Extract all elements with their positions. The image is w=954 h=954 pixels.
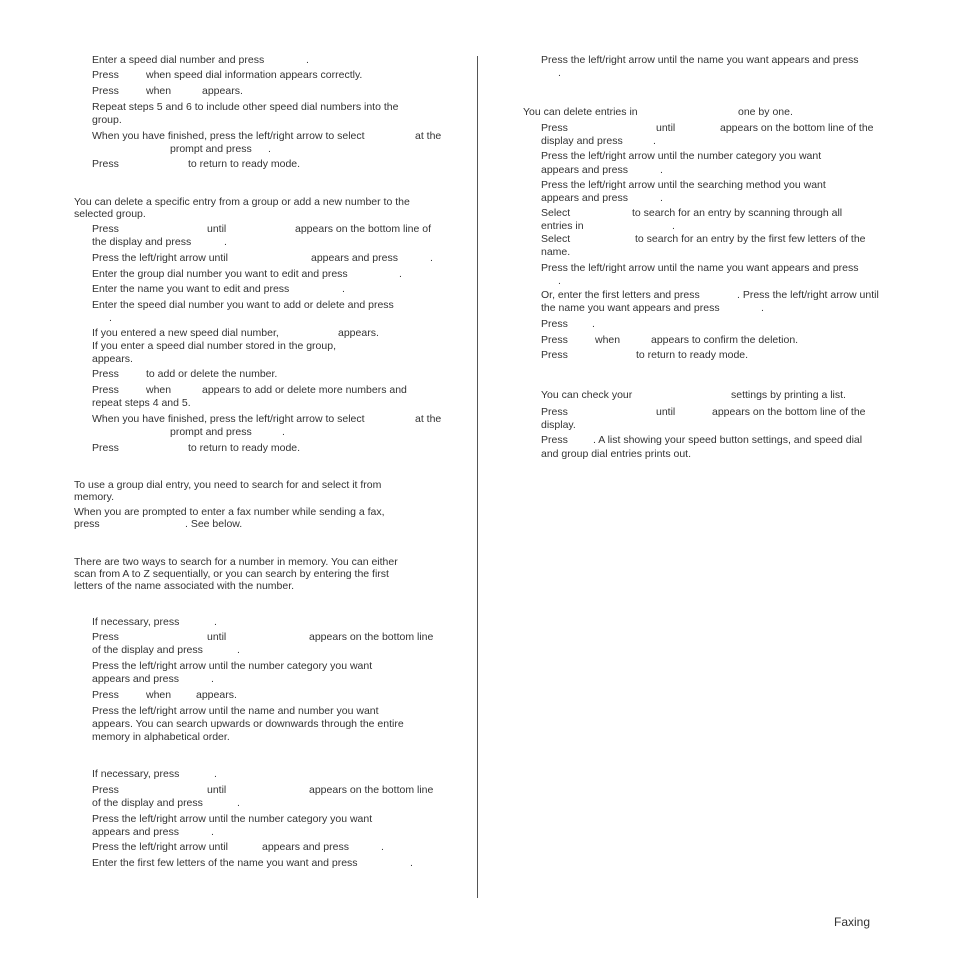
right-line: Press [541, 434, 568, 446]
left-line: at the [415, 130, 442, 142]
right-line: Press the left/right arrow until the number category you want [541, 150, 822, 162]
left-line: prompt and press [170, 143, 252, 155]
right-line: Press [541, 334, 568, 346]
left-line: Enter the name you want to edit and press [92, 283, 290, 295]
left-line: of the display and press [92, 797, 203, 809]
left-line: Press [92, 384, 119, 396]
left-line: memory in alphabetical order. [92, 731, 230, 743]
left-line: . [306, 54, 309, 66]
left-line: to return to ready mode. [188, 442, 301, 454]
left-line: Repeat steps 5 and 6 to include other speed dial numbers into the [92, 101, 399, 113]
left-line: selected group. [74, 208, 146, 220]
right-line: entries in [541, 220, 584, 232]
left-line: appears to add or delete more numbers and [202, 384, 407, 396]
left-line: to add or delete the number. [146, 368, 278, 380]
right-line: and group dial entries prints out. [541, 448, 692, 460]
right-line: until [656, 406, 676, 418]
left-line: When you have finished, press the left/right arrow to select [92, 413, 365, 425]
left-line: appears and press [311, 252, 398, 264]
right-line: until [656, 122, 676, 134]
left-line: If necessary, press [92, 616, 180, 628]
left-line: . [342, 283, 345, 295]
right-line: You can delete entries in [523, 106, 638, 118]
left-line: press [74, 518, 100, 530]
right-line: . [672, 220, 675, 232]
left-line: . [214, 768, 217, 780]
left-line: . [237, 644, 240, 656]
left-line: appears and press [92, 826, 179, 838]
right-line: appears to confirm the deletion. [651, 334, 799, 346]
left-line: prompt and press [170, 426, 252, 438]
left-line: appears on the bottom line [309, 784, 434, 796]
left-line: . [214, 616, 217, 628]
left-line: . See below. [185, 518, 243, 530]
left-line: . [399, 268, 402, 280]
left-line: when [146, 689, 172, 701]
left-line: group. [92, 114, 122, 126]
left-line: repeat steps 4 and 5. [92, 397, 191, 409]
right-line: You can check your [541, 389, 633, 401]
right-line: the name you want appears and press [541, 302, 720, 314]
right-line: when [595, 334, 621, 346]
left-line: memory. [74, 491, 115, 503]
left-line: If you enter a speed dial number stored in the group, [92, 340, 336, 352]
right-line: appears on the bottom line of the [712, 406, 866, 418]
right-line: Press the left/right arrow until the name you want appears and press [541, 54, 859, 66]
left-line: until [207, 631, 227, 643]
right-line: . [653, 135, 656, 147]
left-line: . [268, 143, 271, 155]
left-line: appears. [202, 85, 243, 97]
left-line: To use a group dial entry, you need to search for and select it from [74, 479, 382, 491]
column-divider [477, 56, 478, 898]
right-line: display. [541, 419, 576, 431]
right-line: Press the left/right arrow until the searching method you want [541, 179, 826, 191]
right-line: . [660, 192, 663, 204]
left-line: Press the left/right arrow until [92, 841, 228, 853]
left-line: . [224, 236, 227, 248]
right-line: Press [541, 318, 568, 330]
left-line: . [410, 857, 413, 869]
left-line: Press the left/right arrow until the number category you want [92, 813, 373, 825]
right-line: . A list showing your speed button settings, and speed dial [593, 434, 863, 446]
left-line: Press [92, 689, 119, 701]
right-line: one by one. [738, 106, 793, 118]
left-line: When you are prompted to enter a fax number while sending a fax, [74, 506, 385, 518]
left-line: until [207, 784, 227, 796]
right-line: name. [541, 246, 571, 258]
left-line: . [211, 673, 214, 685]
left-line: letters of the name associated with the number. [74, 580, 295, 592]
left-line: There are two ways to search for a number in memory. You can either [74, 556, 398, 568]
right-line: appears and press [541, 192, 628, 204]
left-line: at the [415, 413, 442, 425]
right-line: . [761, 302, 764, 314]
left-line: appears and press [92, 673, 179, 685]
left-line: . [282, 426, 285, 438]
left-line: Press [92, 368, 119, 380]
left-line: Press [92, 442, 119, 454]
right-line: . [558, 67, 561, 79]
left-line: . [381, 841, 384, 853]
left-line: appears. [92, 353, 133, 365]
left-line: Enter the first few letters of the name you want and press [92, 857, 358, 869]
right-line: Press [541, 406, 568, 418]
left-line: until [207, 223, 227, 235]
right-line: . Press the left/right arrow until [737, 289, 879, 301]
left-line: When you have finished, press the left/right arrow to select [92, 130, 365, 142]
left-line: . [430, 252, 433, 264]
left-line: . [211, 826, 214, 838]
left-line: If you entered a new speed dial number, [92, 327, 279, 339]
right-line: Press the left/right arrow until the name you want appears and press [541, 262, 859, 274]
left-line: Enter the group dial number you want to edit and press [92, 268, 348, 280]
left-line: scan from A to Z sequentially, or you can search by entering the first [74, 568, 389, 580]
right-line: to search for an entry by the first few letters of the [635, 233, 866, 245]
right-line: Press [541, 349, 568, 361]
left-line: of the display and press [92, 644, 203, 656]
right-line: display and press [541, 135, 623, 147]
left-line: when [146, 384, 172, 396]
left-line: Press [92, 631, 119, 643]
right-line: . [558, 275, 561, 287]
left-line: Enter a speed dial number and press [92, 54, 265, 66]
left-line: Press [92, 158, 119, 170]
left-line: . [237, 797, 240, 809]
left-line: Press [92, 784, 119, 796]
left-line: Press [92, 85, 119, 97]
right-line: appears and press [541, 164, 628, 176]
left-line: Press the left/right arrow until [92, 252, 228, 264]
left-line: when speed dial information appears correctly. [146, 69, 363, 81]
left-line: when [146, 85, 172, 97]
right-line: Select [541, 207, 571, 219]
left-line: If necessary, press [92, 768, 180, 780]
left-line: appears. You can search upwards or downwards through the entire [92, 718, 404, 730]
right-line: appears on the bottom line of the [720, 122, 874, 134]
right-line: . [660, 164, 663, 176]
left-line: You can delete a specific entry from a group or add a new number to the [74, 196, 410, 208]
left-line: appears. [338, 327, 379, 339]
left-line: to return to ready mode. [188, 158, 301, 170]
right-line: Press [541, 122, 568, 134]
left-line: appears and press [262, 841, 349, 853]
left-line: the display and press [92, 236, 192, 248]
right-line: settings by printing a list. [731, 389, 846, 401]
footer-section-label: Faxing [834, 915, 871, 929]
left-line: Press the left/right arrow until the name and number you want [92, 705, 379, 717]
right-line: to return to ready mode. [636, 349, 749, 361]
left-line: Press [92, 69, 119, 81]
left-line: appears. [196, 689, 237, 701]
left-line: appears on the bottom line [309, 631, 434, 643]
left-line: appears on the bottom line of [295, 223, 432, 235]
left-line: . [109, 312, 112, 324]
left-line: Press the left/right arrow until the number category you want [92, 660, 373, 672]
right-line: . [592, 318, 595, 330]
right-line: to search for an entry by scanning through all [632, 207, 843, 219]
right-line: Or, enter the first letters and press [541, 289, 700, 301]
left-line: Press [92, 223, 119, 235]
right-line: Select [541, 233, 571, 245]
left-line: Enter the speed dial number you want to add or delete and press [92, 299, 394, 311]
